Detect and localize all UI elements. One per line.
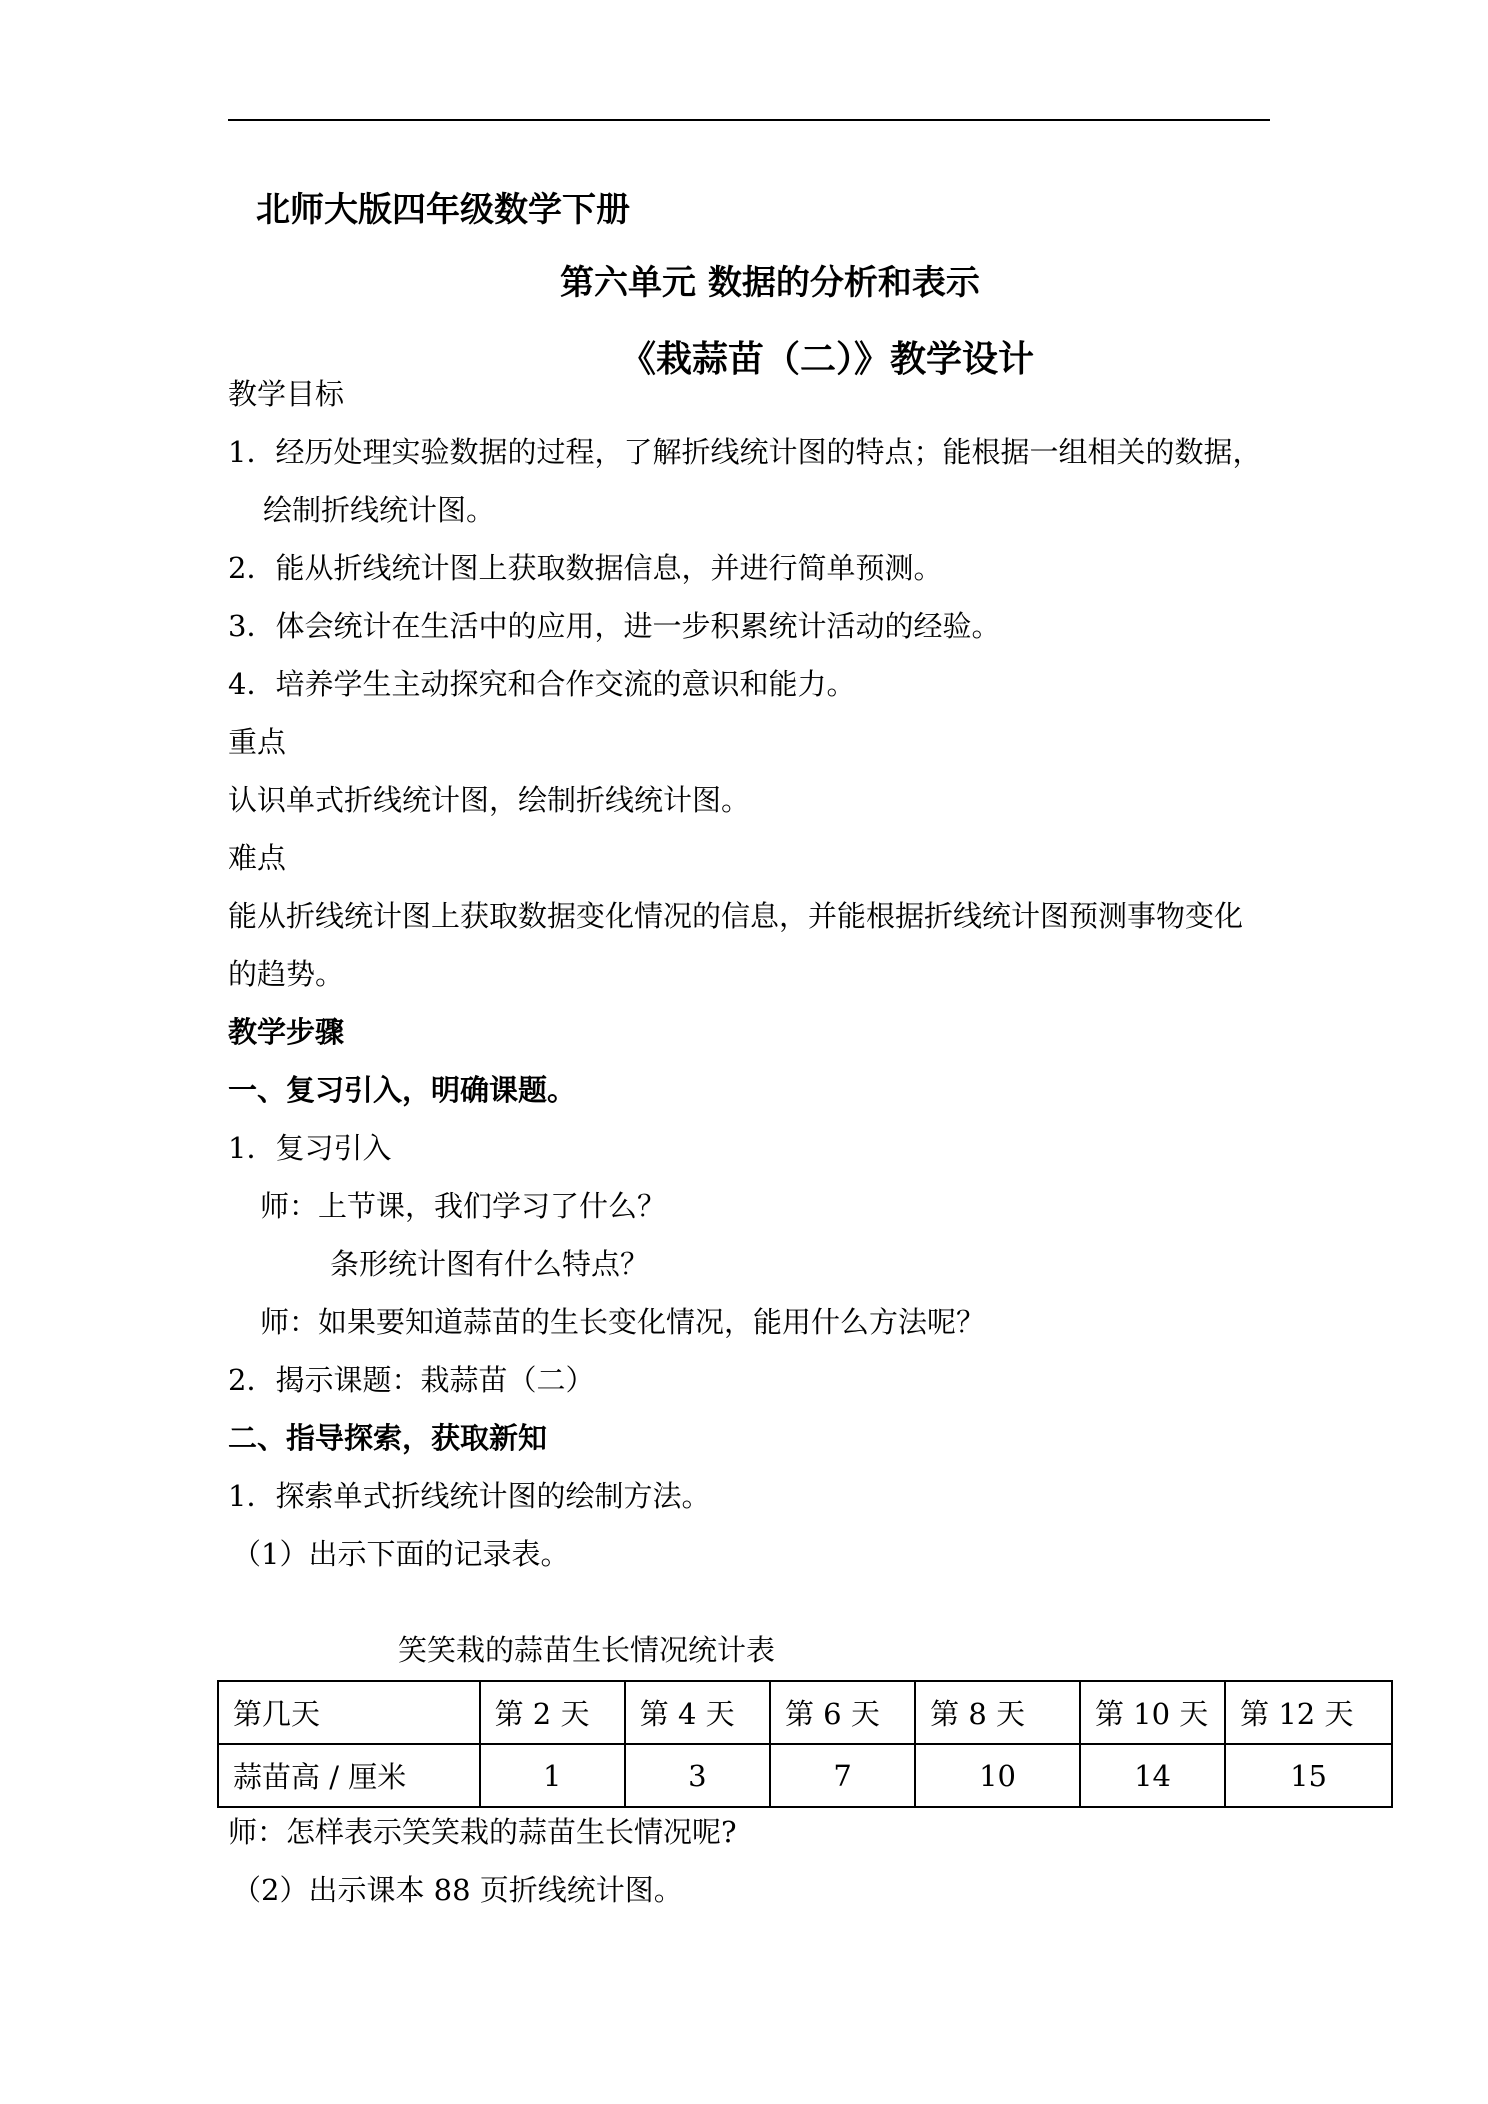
key-point-heading: 重点 — [228, 725, 287, 759]
table-caption: 笑笑栽的蒜苗生长情况统计表 — [398, 1633, 776, 1667]
table-row — [218, 1681, 1392, 1744]
table-row — [218, 1744, 1392, 1807]
objective-4: 4．培养学生主动探究和合作交流的意识和能力。 — [228, 667, 856, 701]
table-header-cell: 第 2 天 — [480, 1681, 625, 1744]
table-header-cell: 第 12 天 — [1225, 1681, 1392, 1744]
teacher-line-3: 师：如果要知道蒜苗的生长变化情况，能用什么方法呢？ — [260, 1305, 986, 1339]
section-2-teacher-line: 师：怎样表示笑笑栽的蒜苗生长情况呢? — [228, 1815, 737, 1849]
table-header-cell: 第 4 天 — [625, 1681, 770, 1744]
growth-record-table — [217, 1680, 1393, 1808]
table-cell: 7 — [770, 1744, 915, 1807]
table-cell: 蒜苗高 / 厘米 — [218, 1744, 480, 1807]
table-cell: 3 — [625, 1744, 770, 1807]
difficulty-line-1: 能从折线统计图上获取数据变化情况的信息，并能根据折线统计图预测事物变化 — [228, 899, 1244, 933]
objectives-heading: 教学目标 — [228, 377, 345, 411]
difficulty-line-2: 的趋势。 — [228, 957, 345, 991]
teacher-line-1: 师：上节课，我们学习了什么？ — [260, 1189, 667, 1223]
table-header-cell: 第 8 天 — [915, 1681, 1080, 1744]
difficulty-heading: 难点 — [228, 841, 287, 875]
table-header-cell: 第几天 — [218, 1681, 480, 1744]
table-cell: 1 — [480, 1744, 625, 1807]
header-rule — [228, 119, 1270, 121]
section-2-item-1: 1．探索单式折线统计图的绘制方法。 — [228, 1479, 711, 1513]
table-cell: 10 — [915, 1744, 1080, 1807]
objective-2: 2．能从折线统计图上获取数据信息，并进行简单预测。 — [228, 551, 943, 585]
section-1-heading: 一、复习引入，明确课题。 — [228, 1073, 577, 1107]
section-2-heading: 二、指导探索，获取新知 — [228, 1421, 548, 1455]
unit-title: 第六单元 数据的分析和表示 — [560, 263, 980, 303]
section-2-sub-1: （1）出示下面的记录表。 — [232, 1537, 570, 1571]
section-1-item-2: 2．揭示课题：栽蒜苗（二） — [228, 1363, 595, 1397]
table-header-cell: 第 10 天 — [1080, 1681, 1225, 1744]
book-title: 北师大版四年级数学下册 — [256, 190, 630, 230]
key-point-text: 认识单式折线统计图，绘制折线统计图。 — [228, 783, 751, 817]
section-1-item-1: 1．复习引入 — [228, 1131, 392, 1165]
teacher-line-2: 条形统计图有什么特点？ — [330, 1247, 650, 1281]
table-cell: 15 — [1225, 1744, 1392, 1807]
objective-3: 3．体会统计在生活中的应用，进一步积累统计活动的经验。 — [228, 609, 1001, 643]
objective-1-line-2: 绘制折线统计图。 — [263, 493, 496, 527]
table-cell: 14 — [1080, 1744, 1225, 1807]
objective-1-line-1: 1．经历处理实验数据的过程，了解折线统计图的特点；能根据一组相关的数据， — [228, 435, 1262, 469]
table-header-cell: 第 6 天 — [770, 1681, 915, 1744]
steps-heading: 教学步骤 — [228, 1015, 345, 1049]
section-2-sub-2: （2）出示课本 88 页折线统计图。 — [232, 1873, 683, 1907]
lesson-title: 《栽蒜苗（二）》教学设计 — [620, 339, 1035, 380]
